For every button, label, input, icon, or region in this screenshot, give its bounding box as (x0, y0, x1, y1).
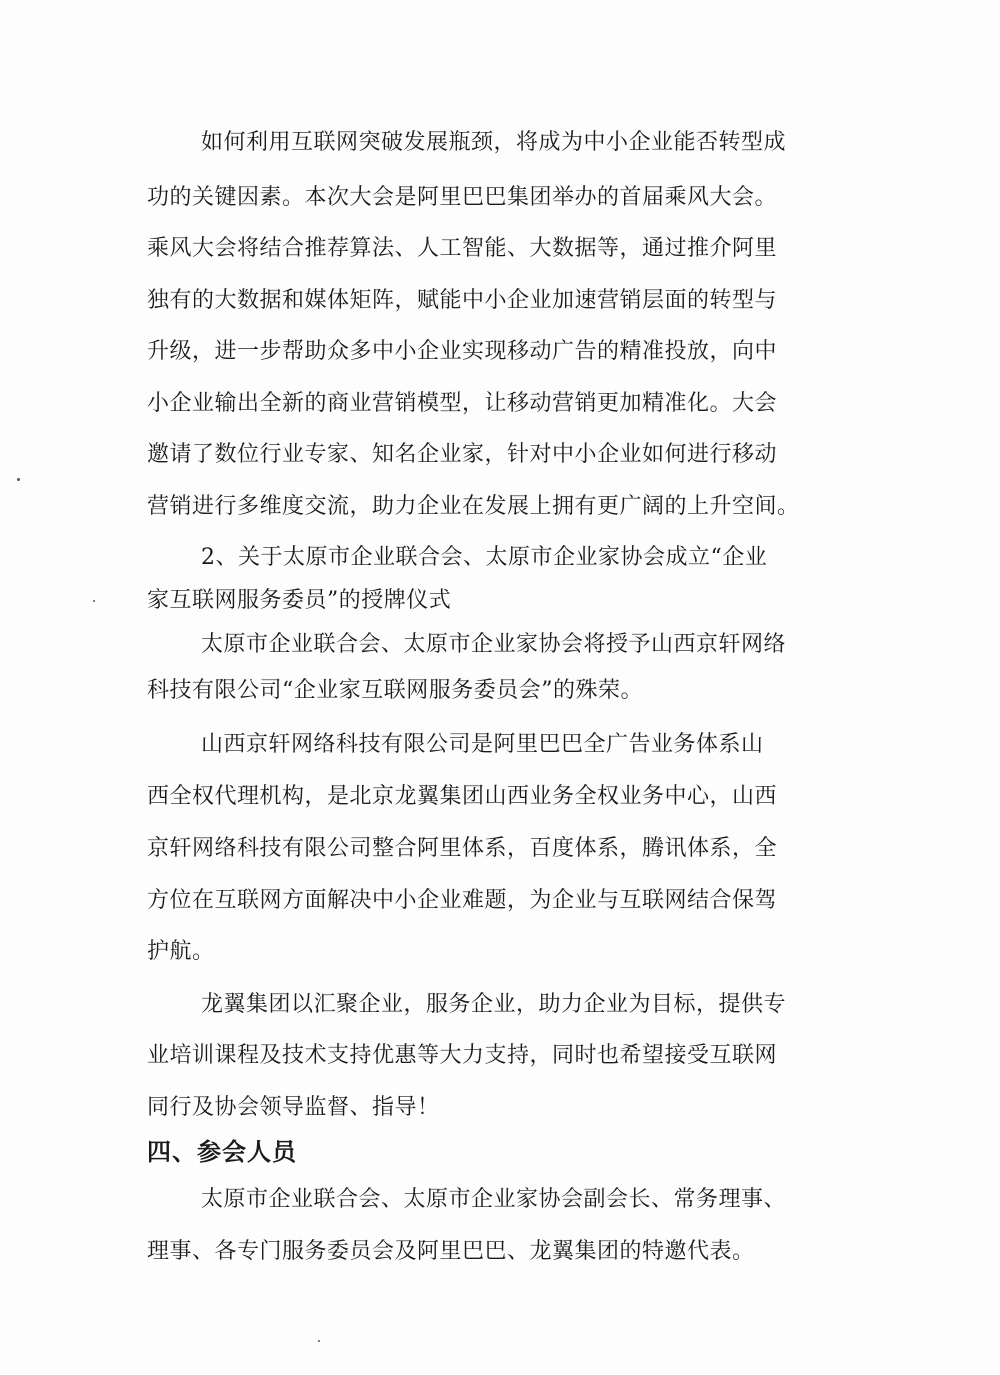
paragraph-5-line-2: 理事、各专门服务委员会及阿里巴巴、龙翼集团的特邀代表。 (147, 1239, 755, 1264)
section-4-heading: 四、参会人员 (147, 1138, 297, 1166)
item-2-title-line-1: 2、关于太原市企业联合会、太原市企业家协会成立“企业 (201, 545, 768, 570)
paragraph-1-line-8: 营销进行多维度交流，助力企业在发展上拥有更广阔的上升空间。 (147, 494, 800, 519)
paragraph-4-line-3: 同行及协会领导监督、指导！ (147, 1095, 440, 1120)
paragraph-1-line-2: 功的关键因素。本次大会是阿里巴巴集团举办的首届乘风大会。 (147, 185, 778, 210)
paragraph-1-line-6: 小企业输出全新的商业营销模型，让移动营销更加精准化。大会 (147, 391, 778, 416)
paragraph-1-line-4: 独有的大数据和媒体矩阵，赋能中小企业加速营销层面的转型与 (147, 288, 778, 313)
paragraph-4-line-2: 业培训课程及技术支持优惠等大力支持，同时也希望接受互联网 (147, 1043, 778, 1068)
paragraph-3-line-3: 京轩网络科技有限公司整合阿里体系，百度体系，腾讯体系，全 (147, 836, 778, 861)
paragraph-3-line-5: 护航。 (147, 939, 215, 964)
paragraph-2-line-1: 太原市企业联合会、太原市企业家协会将授予山西京轩网络 (201, 632, 787, 657)
scan-speck (318, 1340, 320, 1342)
paragraph-1-line-7: 邀请了数位行业专家、知名企业家，针对中小企业如何进行移动 (147, 442, 778, 467)
paragraph-1-line-3: 乘风大会将结合推荐算法、人工智能、大数据等，通过推介阿里 (147, 236, 778, 261)
paragraph-3-line-1: 山西京轩网络科技有限公司是阿里巴巴全广告业务体系山 (201, 732, 764, 757)
paragraph-1-line-5: 升级，进一步帮助众多中小企业实现移动广告的精准投放，向中 (147, 339, 778, 364)
paragraph-3-line-4: 方位在互联网方面解决中小企业难题，为企业与互联网结合保驾 (147, 888, 778, 913)
paragraph-1-line-1: 如何利用互联网突破发展瓶颈，将成为中小企业能否转型成 (201, 130, 787, 155)
scan-speck (93, 600, 95, 602)
item-2-title-line-2: 家互联网服务委员”的授牌仪式 (147, 588, 452, 613)
paragraph-4-line-1: 龙翼集团以汇聚企业，服务企业，助力企业为目标，提供专 (201, 992, 787, 1017)
paragraph-3-line-2: 西全权代理机构，是北京龙翼集团山西业务全权业务中心，山西 (147, 784, 778, 809)
paragraph-2-line-2: 科技有限公司“企业家互联网服务委员会”的殊荣。 (147, 678, 643, 703)
paragraph-5-line-1: 太原市企业联合会、太原市企业家协会副会长、常务理事、 (201, 1187, 787, 1212)
scan-speck (17, 478, 20, 481)
